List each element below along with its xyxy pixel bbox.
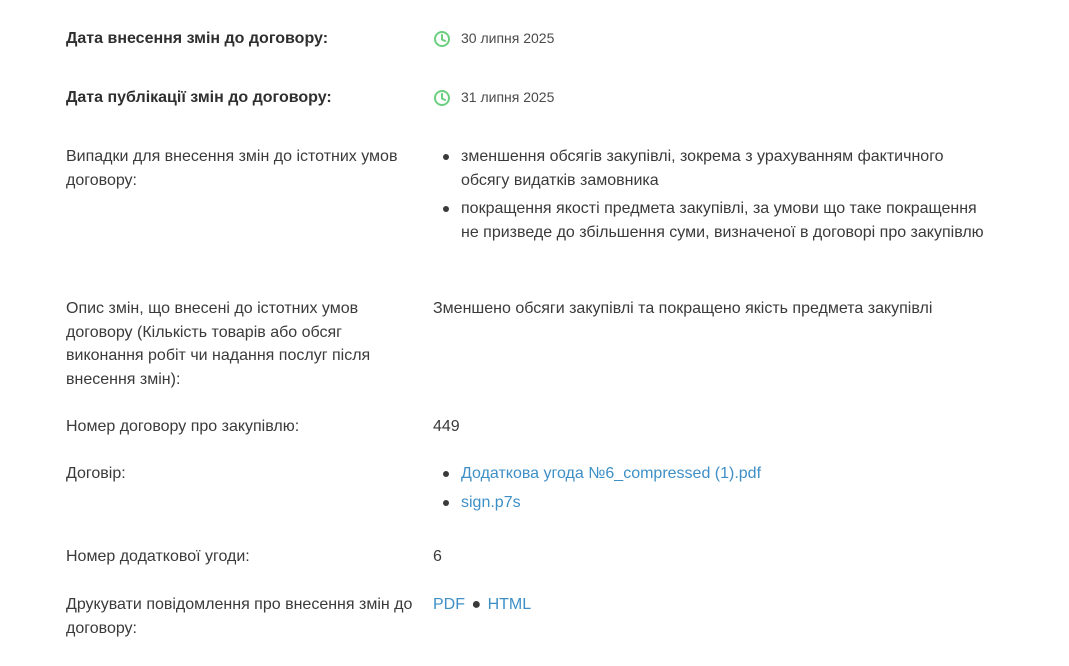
clock-icon <box>433 89 451 107</box>
list-item: покращення якості предмета закупівлі, за умови що таке покращення не призведе до збільшення суми, визначеної в договорі про закупівлю <box>433 197 993 244</box>
contract-files <box>433 462 993 519</box>
change-cases-label: Випадки для внесення змін до істотних умов договору: <box>66 148 398 189</box>
contract-number-label: Номер договору про закупівлю: <box>66 418 300 435</box>
contract-file-link-pdf[interactable]: Додаткова угода №6_compressed (1).pdf <box>461 465 762 482</box>
print-pdf-link[interactable]: PDF <box>433 596 465 613</box>
list-item <box>433 462 993 486</box>
change-description-label: Опис змін, що внесені до істотних умов договору (Кількість товарів або обсяг виконання робіт чи надання послуг після внесення змін): <box>66 300 371 388</box>
change-cases-value <box>433 145 993 249</box>
publish-date-label: Дата публікації змін до договору: <box>66 89 332 106</box>
contract-file-link-sign[interactable]: sign.p7s <box>461 493 521 511</box>
contract-files-list <box>433 462 993 514</box>
print-notice-label: Друкувати повідомлення про внесення змін до договору: <box>66 596 413 637</box>
change-date-text: 30 липня 2025 <box>461 30 555 46</box>
contract-label: Договір: <box>66 465 126 482</box>
print-notice-value <box>433 593 993 617</box>
change-description-value: Зменшено обсяги закупівлі та покращено якість предмета закупівлі <box>433 300 933 317</box>
publish-date-text: 31 липня 2025 <box>461 89 555 105</box>
list-item <box>433 491 993 515</box>
clock-icon <box>433 30 451 48</box>
publish-date-value <box>433 86 993 110</box>
change-cases-list <box>433 145 993 244</box>
addendum-number-value: 6 <box>433 548 442 565</box>
addendum-number-label: Номер додаткової угоди: <box>66 548 250 565</box>
list-item: зменшення обсягів закупівлі, зокрема з урахуванням фактичного обсягу видатків замовника <box>433 145 993 192</box>
separator-dot: ● <box>471 596 482 613</box>
change-date-label: Дата внесення змін до договору: <box>66 30 329 47</box>
contract-number-value: 449 <box>433 418 460 435</box>
print-html-link[interactable]: HTML <box>487 596 532 613</box>
change-date-value <box>433 27 993 51</box>
